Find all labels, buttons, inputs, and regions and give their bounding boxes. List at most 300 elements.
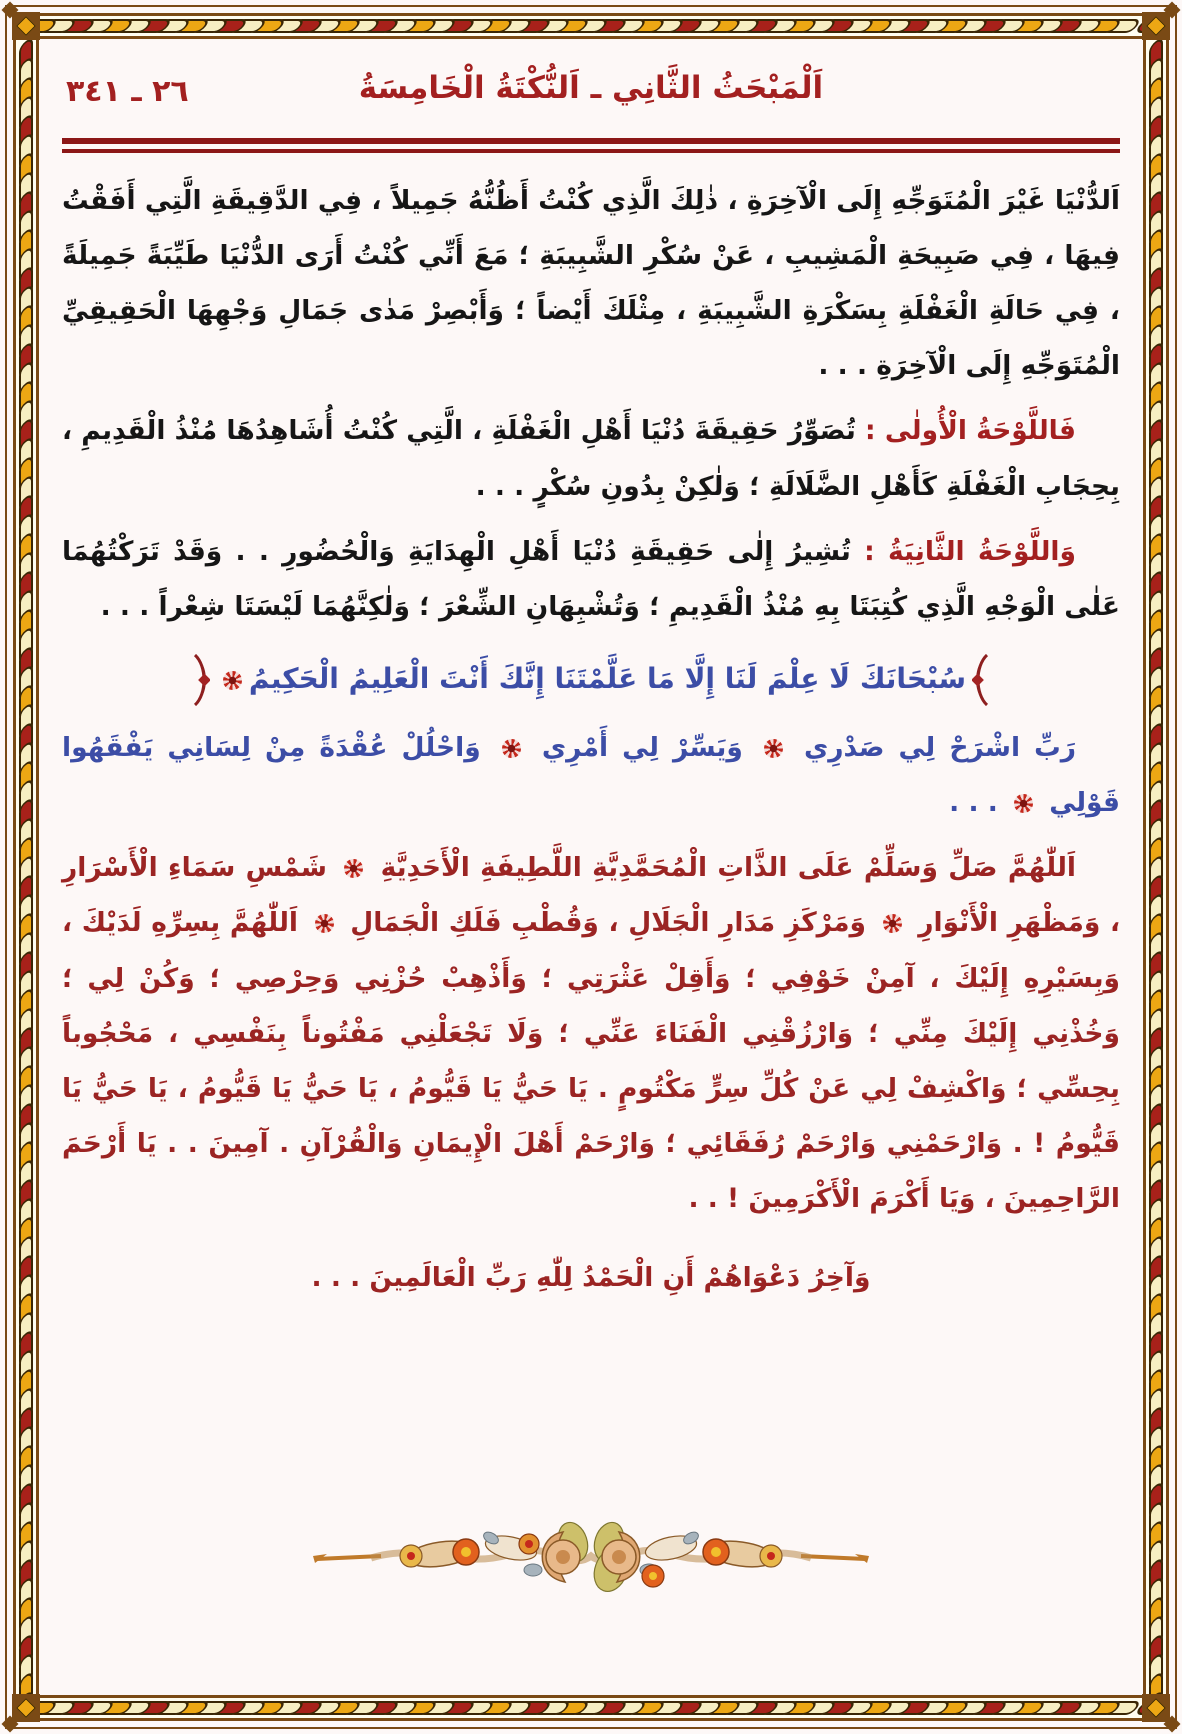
chain-link <box>912 1701 952 1715</box>
chain-link <box>19 1575 33 1615</box>
chain-link <box>532 1701 572 1715</box>
chain-link <box>1149 891 1163 931</box>
chain-link <box>19 1689 33 1695</box>
chain-link <box>1102 1701 1142 1715</box>
chain-link <box>1149 1100 1163 1140</box>
text-run: تُشِيرُ إِلٰى حَقِيقَةِ دُنْيَا أَهْلِ الْهِدَايَةِ وَالْحُضُورِ . . وَقَدْ تَرَكْتُهُمَا عَلٰى الْوَجْهِ الَّذِي كُتِبَتَا بِهِ مُنْذُ الْقَدِيمِ ؛ وَتُشْبِهَانِ الشِّعْرَ ؛ وَلٰكِنَّهُمَا لَيْسَتَا شِعْراً . . . <box>62 535 1120 622</box>
text-run: سُبْحَانَكَ لَا عِلْمَ لَنَا إِلَّا مَا عَلَّمْتَنَا إِنَّكَ أَنْتَ الْعَلِيمُ الْحَكِيمُ <box>248 661 967 695</box>
chain-link <box>19 929 33 969</box>
chain-link <box>608 1701 648 1715</box>
chain-link <box>475 19 515 33</box>
chain-link <box>1149 378 1163 418</box>
chain-link <box>19 853 33 893</box>
chain-link <box>19 340 33 380</box>
chain-link <box>19 796 33 836</box>
page-content <box>62 46 1120 1688</box>
paragraph <box>62 840 1120 1226</box>
text-run: فَاللَّوْحَةُ الْأُولٰى : <box>855 415 1076 447</box>
chain-link <box>13 19 40 33</box>
chain-link <box>38 19 78 33</box>
rosette-ornament <box>1014 794 1033 813</box>
chain-link <box>1149 929 1163 969</box>
chain-link <box>1149 1195 1163 1235</box>
floral-divider-graphic <box>311 1514 871 1598</box>
chain-link <box>1149 1119 1163 1159</box>
chain-link <box>570 19 610 33</box>
chain-link <box>1149 416 1163 456</box>
chain-link <box>798 19 838 33</box>
chain-link <box>266 19 306 33</box>
chain-link <box>19 1480 33 1520</box>
chain-link <box>532 19 572 33</box>
chain-link <box>19 207 33 247</box>
chain-link <box>684 1701 724 1715</box>
chain-link <box>741 19 781 33</box>
chain-link <box>646 1701 686 1715</box>
chain-link <box>1149 39 1163 76</box>
chain-link <box>969 1701 1009 1715</box>
chain-link <box>19 264 33 304</box>
text-run: وَيَسِّرْ لِي أَمْرِي <box>527 732 757 764</box>
chain-link <box>703 1701 743 1715</box>
chain-link <box>1149 473 1163 513</box>
chain-link <box>19 720 33 760</box>
chain-link <box>38 1701 78 1715</box>
chain-link <box>19 454 33 494</box>
chain-link <box>1064 1701 1104 1715</box>
chain-link <box>551 1701 591 1715</box>
page-title: اَلْمَبْحَثُ الثَّانِي ـ اَلنُّكْتَةُ الْخَامِسَةُ <box>358 70 824 106</box>
chain-link <box>1149 1271 1163 1311</box>
chain-link <box>912 19 952 33</box>
chain-link <box>133 19 173 33</box>
chain-link <box>171 1701 211 1715</box>
chain-link <box>1149 245 1163 285</box>
paragraph <box>62 720 1120 830</box>
paragraph <box>62 524 1120 634</box>
chain-link <box>1149 682 1163 722</box>
text-run: اَللّٰهُمَّ صَلِّ وَسَلِّمْ عَلَى الذَّاتِ الْمُحَمَّدِيَّةِ اللَّطِيفَةِ الْأَحَدِيَّةِ <box>370 852 1076 884</box>
chain-link <box>1149 967 1163 1007</box>
chain-link <box>1149 720 1163 760</box>
chain-link <box>19 663 33 703</box>
divider-rule-thick <box>62 138 1120 144</box>
chain-link <box>19 1461 33 1501</box>
chain-link <box>1064 19 1104 33</box>
chain-link <box>114 1701 154 1715</box>
chain-link <box>1149 74 1163 114</box>
chain-link <box>19 1499 33 1539</box>
chain-link <box>76 1701 116 1715</box>
chain-link <box>323 1701 363 1715</box>
chain-link <box>1149 1575 1163 1615</box>
chain-link <box>19 1366 33 1406</box>
chain-link <box>399 1701 439 1715</box>
chain-link <box>380 19 420 33</box>
rosette-ornament <box>315 914 334 933</box>
quran-verse <box>62 650 1120 708</box>
chain-link <box>1045 19 1085 33</box>
chain-link <box>19 1613 33 1653</box>
page-header <box>62 70 1120 128</box>
chain-link <box>19 1651 33 1691</box>
chain-link <box>19 302 33 342</box>
chain-link <box>19 283 33 323</box>
chain-link <box>19 39 33 76</box>
chain-link <box>19 891 33 931</box>
chain-link <box>1149 910 1163 950</box>
chain-link <box>19 1556 33 1596</box>
chain-link <box>988 1701 1028 1715</box>
chain-link <box>19 19 59 33</box>
chain-link <box>57 19 97 33</box>
chain-link <box>1149 302 1163 342</box>
chain-link <box>19 416 33 456</box>
chain-link <box>13 1701 40 1715</box>
chain-link <box>1149 1651 1163 1691</box>
chain-link <box>19 1423 33 1463</box>
chain-link <box>608 19 648 33</box>
chain-link <box>361 1701 401 1715</box>
chain-link <box>114 19 154 33</box>
chain-link <box>1149 815 1163 855</box>
chain-link <box>1149 834 1163 874</box>
chain-link <box>817 19 857 33</box>
chain-link <box>1149 739 1163 779</box>
chain-link <box>57 1701 97 1715</box>
chain-link <box>1149 1157 1163 1197</box>
chain-link <box>19 815 33 855</box>
chain-link <box>494 19 534 33</box>
chain-link <box>19 682 33 722</box>
chain-link <box>475 1701 515 1715</box>
chain-link <box>874 1701 914 1715</box>
paragraph <box>62 403 1120 513</box>
chain-link <box>969 19 1009 33</box>
chain-link <box>513 19 553 33</box>
chain-link <box>19 948 33 988</box>
chain-link <box>1149 1062 1163 1102</box>
verse-bracket-ornament <box>972 654 990 706</box>
chain-link <box>1149 549 1163 589</box>
chain-link <box>190 19 230 33</box>
chain-link <box>19 1081 33 1121</box>
chain-link <box>1149 1328 1163 1368</box>
chain-link <box>323 19 363 33</box>
chain-link <box>551 19 591 33</box>
chain-link <box>19 1157 33 1197</box>
chain-link <box>133 1701 173 1715</box>
text-run: وَاحْلُلْ عُقْدَةً مِنْ لِسَانِي يَفْقَهُوا قَوْلِي <box>62 732 1120 819</box>
chain-link <box>1149 188 1163 228</box>
chain-link <box>95 1701 135 1715</box>
chain-link <box>1149 1594 1163 1634</box>
chain-link <box>19 1233 33 1273</box>
chain-link <box>1149 1461 1163 1501</box>
chain-link <box>1149 1537 1163 1577</box>
chain-link <box>1149 131 1163 171</box>
chain-link <box>1149 1290 1163 1330</box>
text-run: رَبِّ اشْرَحْ لِي صَدْرِي <box>789 732 1076 764</box>
chain-link <box>1149 283 1163 323</box>
chain-link <box>19 397 33 437</box>
chain-link <box>228 1701 268 1715</box>
chain-link <box>1149 435 1163 475</box>
chain-link <box>19 1195 33 1235</box>
chain-link <box>437 1701 477 1715</box>
border-corner-ornament <box>12 1694 40 1722</box>
chain-link <box>19 492 33 532</box>
chain-link <box>19 758 33 798</box>
chain-link <box>304 19 344 33</box>
chain-link <box>19 644 33 684</box>
text-run: شَمْسِ سَمَاءِ الْأَسْرَارِ ، وَمَظْهَرِ الْأَنْوَارِ <box>62 852 1121 939</box>
chain-link <box>209 19 249 33</box>
chain-link <box>684 19 724 33</box>
chain-link <box>1149 948 1163 988</box>
chain-link <box>19 1309 33 1349</box>
chain-link <box>19 435 33 475</box>
chain-link <box>19 1670 33 1695</box>
chain-link <box>1149 93 1163 133</box>
paragraph <box>62 1250 1120 1305</box>
chain-link <box>19 549 33 589</box>
chain-link <box>19 226 33 266</box>
chain-link <box>760 19 800 33</box>
chain-link <box>19 1214 33 1254</box>
text-run: وَمَرْكَزِ مَدَارِ الْجَلَالِ ، وَقُطْبِ فَلَكِ الْجَمَالِ <box>340 907 876 939</box>
chain-link <box>1007 19 1047 33</box>
chain-link <box>1045 1701 1085 1715</box>
chain-link <box>152 19 192 33</box>
chain-link <box>1149 112 1163 152</box>
chain-link <box>95 19 135 33</box>
chain-link <box>1149 226 1163 266</box>
chain-link <box>19 568 33 608</box>
chain-link <box>19 188 33 228</box>
verse-bracket-ornament <box>192 654 210 706</box>
border-chain-left <box>13 39 39 1695</box>
chain-link <box>494 1701 534 1715</box>
chain-link <box>627 1701 667 1715</box>
chain-link <box>722 19 762 33</box>
chain-link <box>855 19 895 33</box>
chain-link <box>1083 1701 1123 1715</box>
chain-link <box>19 1271 33 1311</box>
chain-link <box>1149 454 1163 494</box>
chain-link <box>76 19 116 33</box>
chain-link <box>950 1701 990 1715</box>
chain-link <box>19 967 33 1007</box>
chain-link <box>19 1385 33 1425</box>
chain-link <box>893 1701 933 1715</box>
chain-link <box>1083 19 1123 33</box>
chain-link <box>1149 701 1163 741</box>
chain-link <box>361 19 401 33</box>
chain-link <box>1149 1423 1163 1463</box>
chain-link <box>1149 1556 1163 1596</box>
chain-link <box>646 19 686 33</box>
rosette-ornament <box>223 671 242 690</box>
floral-divider-ornament <box>62 1514 1120 1602</box>
chain-link <box>779 19 819 33</box>
chain-link <box>19 1632 33 1672</box>
chain-link <box>19 93 33 133</box>
chain-link <box>19 378 33 418</box>
chain-link <box>1149 264 1163 304</box>
chain-link <box>19 473 33 513</box>
text-run: . . . <box>949 787 1008 819</box>
chain-link <box>1149 492 1163 532</box>
chain-link <box>1149 986 1163 1026</box>
chain-link <box>171 19 211 33</box>
chain-link <box>247 1701 287 1715</box>
chain-link <box>247 19 287 33</box>
chain-link <box>1149 1043 1163 1083</box>
chain-link <box>399 19 439 33</box>
rosette-ornament <box>764 739 783 758</box>
chain-link <box>1149 169 1163 209</box>
chain-link <box>1149 1499 1163 1539</box>
chain-link <box>798 1701 838 1715</box>
chain-link <box>1149 397 1163 437</box>
chain-link <box>1149 1214 1163 1254</box>
chain-link <box>19 1005 33 1045</box>
chain-link <box>1149 625 1163 665</box>
page-number: ٢٦ ـ ٣٤١ <box>66 74 189 109</box>
chain-link <box>456 19 496 33</box>
chain-link <box>1149 1005 1163 1045</box>
chain-link <box>1026 19 1066 33</box>
chain-link <box>1149 150 1163 190</box>
chain-link <box>418 1701 458 1715</box>
text-run: وَاللَّوْحَةُ الثَّانِيَةُ : <box>850 535 1076 567</box>
chain-link <box>19 1328 33 1368</box>
chain-link <box>1149 1309 1163 1349</box>
chain-link <box>1149 1632 1163 1672</box>
chain-link <box>1149 55 1163 95</box>
chain-link <box>665 1701 705 1715</box>
chain-link <box>513 1701 553 1715</box>
chain-link <box>19 910 33 950</box>
chain-link <box>285 19 325 33</box>
chain-link <box>1149 663 1163 703</box>
chain-link <box>19 1024 33 1064</box>
chain-link <box>950 19 990 33</box>
chain-link <box>1149 511 1163 551</box>
chain-link <box>19 1138 33 1178</box>
chain-link <box>570 1701 610 1715</box>
chain-link <box>1149 340 1163 380</box>
chain-link <box>1149 1347 1163 1387</box>
chain-link <box>1149 644 1163 684</box>
chain-link <box>1149 1176 1163 1216</box>
chain-link <box>13 1701 21 1715</box>
chain-link <box>19 245 33 285</box>
body-paragraphs <box>62 173 1120 1305</box>
chain-link <box>931 19 971 33</box>
chain-link <box>19 74 33 114</box>
chain-link <box>19 587 33 627</box>
header-divider <box>62 138 1120 153</box>
chain-link <box>190 1701 230 1715</box>
chain-link <box>19 1404 33 1444</box>
chain-link <box>19 606 33 646</box>
chain-link <box>19 359 33 399</box>
chain-link <box>1007 1701 1047 1715</box>
border-chain-top <box>13 13 1169 39</box>
chain-link <box>437 19 477 33</box>
chain-link <box>19 739 33 779</box>
chain-link <box>1149 321 1163 361</box>
chain-link <box>1134 19 1169 33</box>
chain-link <box>1149 758 1163 798</box>
chain-link <box>988 19 1028 33</box>
chain-link <box>1149 1404 1163 1444</box>
chain-link <box>1149 1024 1163 1064</box>
chain-link <box>19 1252 33 1292</box>
chain-link <box>19 1701 59 1715</box>
rosette-ornament <box>502 739 521 758</box>
chain-link <box>931 1701 971 1715</box>
chain-link <box>836 1701 876 1715</box>
chain-link <box>1149 1081 1163 1121</box>
chain-link <box>19 1062 33 1102</box>
chain-link <box>19 834 33 874</box>
chain-link <box>19 112 33 152</box>
chain-link <box>19 1176 33 1216</box>
chain-link <box>855 1701 895 1715</box>
chain-link <box>19 1347 33 1387</box>
chain-link <box>589 1701 629 1715</box>
chain-link <box>1149 853 1163 893</box>
chain-link <box>19 1442 33 1482</box>
chain-link <box>19 1119 33 1159</box>
chain-link <box>1149 530 1163 570</box>
rosette-ornament <box>883 914 902 933</box>
chain-link <box>19 530 33 570</box>
chain-link <box>19 1594 33 1634</box>
chain-link <box>266 1701 306 1715</box>
chain-link <box>19 321 33 361</box>
chain-link <box>1149 1670 1163 1695</box>
divider-rule-thin <box>62 149 1120 153</box>
chain-link <box>19 872 33 912</box>
border-chain-right <box>1143 39 1169 1695</box>
chain-link <box>1102 19 1142 33</box>
chain-link <box>1149 568 1163 608</box>
chain-link <box>703 19 743 33</box>
chain-link <box>741 1701 781 1715</box>
chain-link <box>228 19 268 33</box>
paragraph <box>62 173 1120 393</box>
chain-link <box>1134 1701 1169 1715</box>
text-run: اَللّٰهُمَّ بِسِرِّهِ لَدَيْكَ ، وَبِسَيْرِهِ إِلَيْكَ ، آمِنْ خَوْفِي ؛ وَأَقِلْ عَثْرَتِي ؛ وَأَذْهِبْ حُزْنِي وَحِرْصِي ؛ وَكُنْ لِي ؛ وَخُذْنِي إِلَيْكَ مِنِّي ؛ وَارْزُقْنِي الْفَنَاءَ عَنِّي ؛ وَلَا تَجْعَلْنِي مَفْتُوناً بِنَفْسِي ، مَحْجُوباً بِحِسِّي ؛ وَاكْشِفْ لِي عَنْ كُلِّ سِرٍّ مَكْتُومٍ . يَا حَيُّ يَا قَيُّومُ ، يَا حَيُّ يَا قَيُّومُ ، يَا حَيُّ يَا قَيُّومُ ! . وَارْحَمْنِي وَارْحَمْ رُفَقَائِي ؛ وَارْحَمْ أَهْلَ الْإِيمَانِ وَالْقُرْآنِ . آمِينَ . . يَا أَرْحَمَ الرَّاحِمِينَ ، وَيَا أَكْرَمَ الْأَكْرَمِينَ ! . . <box>62 907 1120 1214</box>
border-corner-ornament <box>12 12 40 40</box>
chain-link <box>342 19 382 33</box>
chain-link <box>13 19 21 33</box>
chain-link <box>1149 1138 1163 1178</box>
border-chain-bottom <box>13 1695 1169 1721</box>
chain-link <box>1149 1689 1163 1695</box>
chain-link <box>19 777 33 817</box>
chain-link <box>1149 1252 1163 1292</box>
chain-link <box>19 1537 33 1577</box>
chain-link <box>380 1701 420 1715</box>
chain-link <box>152 1701 192 1715</box>
text-run: تُصَوِّرُ حَقِيقَةَ دُنْيَا أَهْلِ الْغَفْلَةِ ، الَّتِي كُنْتُ أُشَاهِدُهَا مُنْذُ الْقَدِيمِ ، بِحِجَابِ الْغَفْلَةِ كَأَهْلِ الضَّلَالَةِ ؛ وَلٰكِنْ بِدُونِ سُكْرٍ . . . <box>62 415 1120 502</box>
chain-link <box>1149 1385 1163 1425</box>
